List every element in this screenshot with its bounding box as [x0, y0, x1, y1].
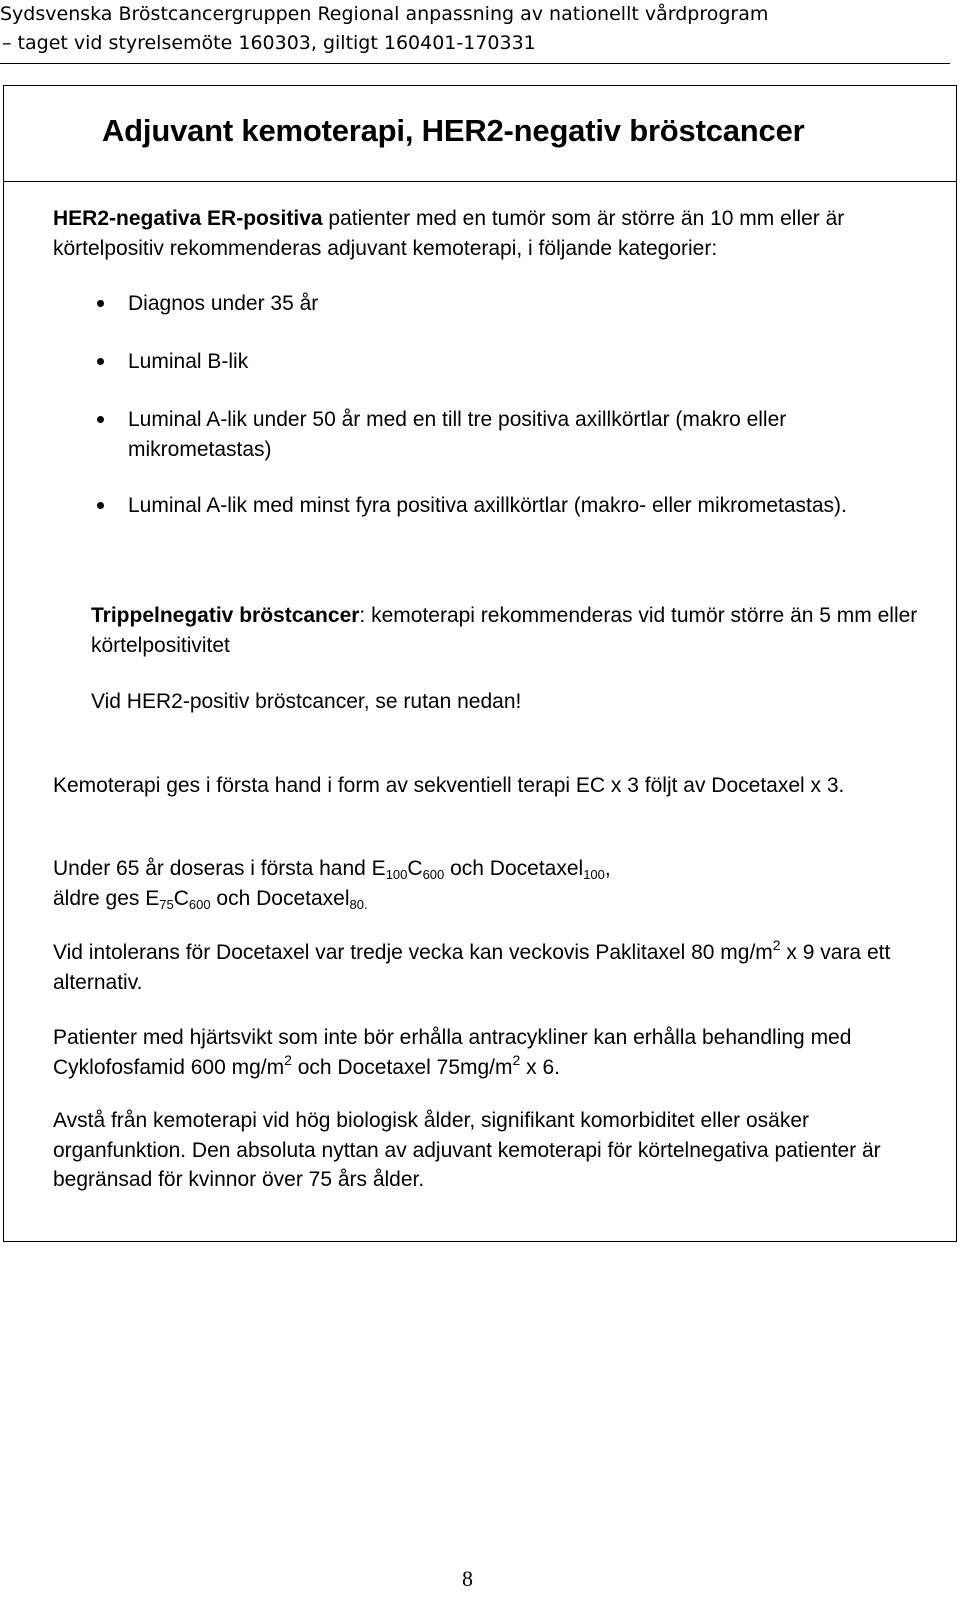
page-number: 8	[462, 1566, 473, 1591]
list-item-text: Diagnos under 35 år	[128, 292, 319, 315]
avsta-paragraph: Avstå från kemoterapi vid hög biologisk ålder, signifikant komorbiditet eller osäker organfunktion. Den absoluta nyttan av adjuvant kemoterapi för körtelnegativa patienter är begränsad för kvinnor över 75 års ålder.	[53, 1109, 881, 1191]
bullet-icon	[97, 416, 104, 423]
bullet-icon	[97, 358, 104, 365]
trippelnegativ-text: : kemoterapi rekommenderas vid tumör större än 5 mm eller körtelpositivitet	[91, 604, 918, 657]
list-item-text: Luminal A-lik under 50 år med en till tre positiva axillkörtlar (makro eller mikrometastas)	[128, 408, 787, 461]
header-divider	[0, 63, 950, 64]
running-header-line-1: Sydsvenska Bröstcancergruppen Regional anpassning av nationellt vårdprogram	[0, 3, 769, 25]
list-item-text: Luminal A-lik med minst fyra positiva axillkörtlar (makro- eller mikrometastas).	[128, 494, 847, 517]
box-title-row	[4, 86, 956, 182]
running-header	[0, 0, 960, 58]
intro-text: patienter med en tumör som är större än 10 mm eller är körtelpositiv rekommenderas adjuvant kemoterapi, i följande kategorier:	[53, 207, 845, 260]
intro-bold: HER2-negativa ER-positiva	[53, 207, 323, 230]
trippelnegativ-bold: Trippelnegativ bröstcancer	[91, 604, 360, 627]
hjartsvikt-paragraph: Patienter med hjärtsvikt som inte bör erhålla antracykliner kan erhålla behandling med Cyklofosfamid 600 $mg/m^2$ och Docetaxel $75mg/m^2$ x 6.	[53, 1026, 852, 1079]
recommendation-box	[3, 85, 957, 1242]
dosing-paragraph: Under 65 år doseras i första hand $E_{100}C_{600}$ och Docetaxel$_{100}$, äldre ges $E_{75}C_{600}$ och Docetaxel$_{80.}$	[53, 857, 611, 912]
trippelnegativ-paragraph	[91, 601, 941, 660]
intro-paragraph	[53, 204, 933, 263]
intolerans-paragraph: Vid intolerans för Docetaxel var tredje vecka kan veckovis Paklitaxel 80 $mg/m^2$ x 9 vara ett alternativ.	[53, 937, 891, 994]
her2-positive-note: Vid HER2-positiv bröstcancer, se rutan nedan!	[91, 690, 522, 713]
kemoterapi-paragraph: Kemoterapi ges i första hand i form av sekventiell terapi EC x 3 följt av Docetaxel x 3.	[53, 774, 845, 797]
bullet-icon	[97, 502, 104, 509]
running-header-line-2: – taget vid styrelsemöte 160303, giltigt 160401-170331	[2, 32, 536, 54]
list-item-text: Luminal B-lik	[128, 350, 249, 373]
bullet-icon	[97, 300, 104, 307]
box-title: Adjuvant kemoterapi, HER2-negativ bröstcancer	[102, 113, 805, 148]
